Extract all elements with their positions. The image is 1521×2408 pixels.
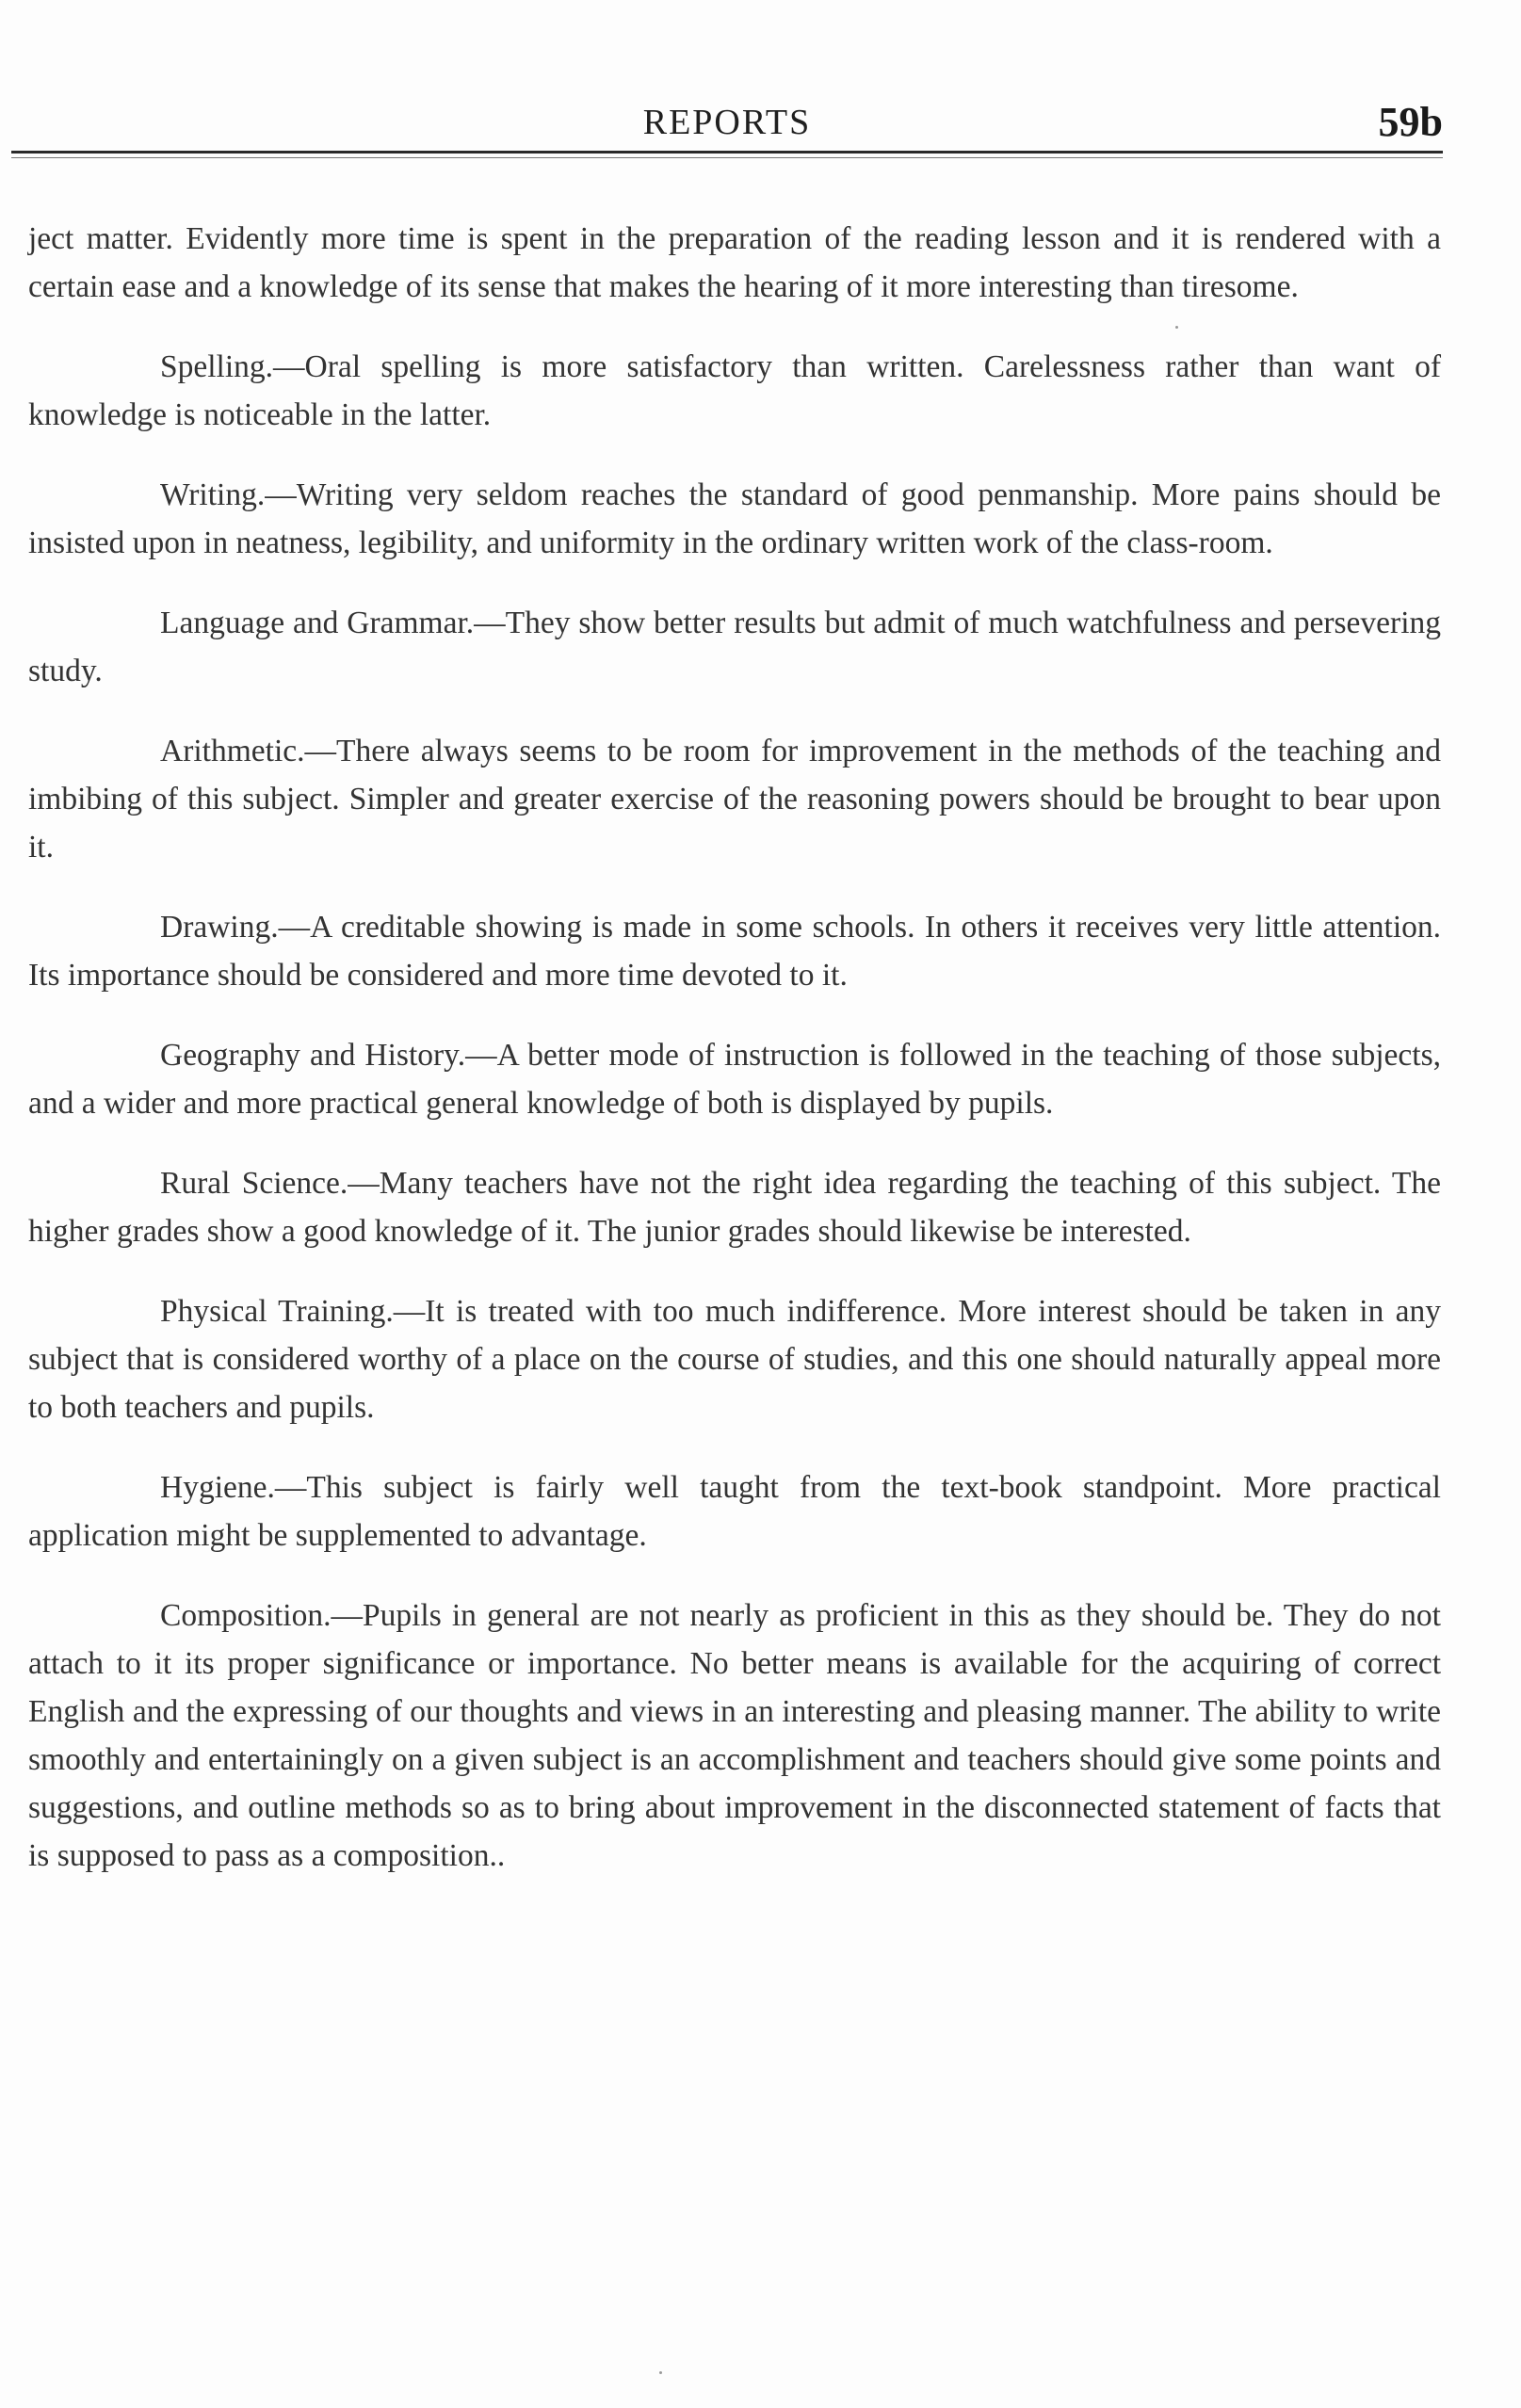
running-title: REPORTS [642, 103, 812, 142]
paragraph-physical-training: Physical Training.—It is treated with too much indifference. More interest should be taken in any subject that is considered worthy of a place on the course of studies, and this one should naturally appeal more to both teachers and pupils. [28, 1294, 1441, 1425]
print-speck [1175, 326, 1178, 329]
paragraph-spelling: Spelling.—Oral spelling is more satisfactory than written. Carelessness rather than want of knowledge is noticeable in the latter. [28, 349, 1441, 432]
page-header [11, 94, 1443, 160]
print-speck [659, 2371, 662, 2374]
paragraph-language-grammar: Language and Grammar.—They show better results but admit of much watchfulness and persevering study. [28, 606, 1441, 688]
body-text [28, 215, 1441, 1912]
header-rule [11, 151, 1443, 154]
paragraph-arithmetic: Arithmetic.—There always seems to be room for improvement in the methods of the teaching and imbibing of this subject. Simpler and greater exercise of the reasoning powers should be brought to bear upon it. [28, 734, 1441, 865]
header-rule-thin [11, 157, 1443, 158]
paragraph-writing: Writing.—Writing very seldom reaches the standard of good penmanship. More pains should be insisted upon in neatness, legibility, and uniformity in the ordinary written work of the class-room. [28, 477, 1441, 560]
paragraph-geography-history: Geography and History.—A better mode of instruction is followed in the teaching of those subjects, and a wider and more practical general knowledge of both is displayed by pupils. [28, 1038, 1441, 1121]
page-number: 59b [1378, 99, 1443, 145]
paragraph-hygiene: Hygiene.—This subject is fairly well taught from the text-book standpoint. More practical application might be supplemented to advantage. [28, 1470, 1441, 1553]
paragraph-composition: Composition.—Pupils in general are not nearly as proficient in this as they should be. They do not attach to it its proper significance or importance. No better means is available for the acquiring of correct English and the expressing of our thoughts and views in an interesting and pleasing manner. The ability to write smoothly and entertainingly on a given subject is an accomplishment and teachers should give some points and suggestions, and outline methods so as to bring about improvement in the disconnected statement of facts that is supposed to pass as a composition.. [28, 1598, 1441, 1873]
paragraph-drawing: Drawing.—A creditable showing is made in some schools. In others it receives very little attention. Its importance should be considered and more time devoted to it. [28, 910, 1441, 993]
paragraph-rural-science: Rural Science.—Many teachers have not the right idea regarding the teaching of this subject. The higher grades show a good knowledge of it. The junior grades should likewise be interested. [28, 1166, 1441, 1249]
paragraph-reading-continuation: ject matter. Evidently more time is spent in the preparation of the reading lesson and it is rendered with a certain ease and a knowledge of its sense that makes the hearing of it more interesting than tiresome. [28, 221, 1441, 304]
